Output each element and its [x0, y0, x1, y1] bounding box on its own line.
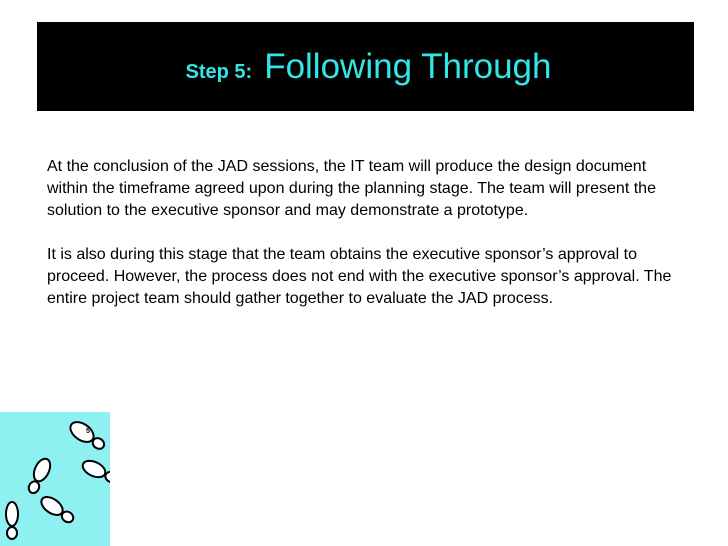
slide-title — [186, 47, 552, 87]
slide-heading: Following Through — [264, 46, 552, 86]
paragraph-conclusion: At the conclusion of the JAD sessions, the IT team will produce the design document within the timeframe agreed upon during the planning stage. The team will present the solution to the executive sponsor and may demonstrate a prototype. — [47, 158, 656, 219]
footprints-icon — [0, 412, 110, 546]
step-label: Step 5: — [185, 60, 253, 83]
footprint-step-number: 5 — [86, 428, 90, 435]
slide-body — [47, 156, 687, 332]
title-bar — [37, 22, 694, 111]
footprints-clipart — [0, 412, 110, 546]
paragraph-approval: It is also during this stage that the team obtains the executive sponsor’s approval to proceed. However, the process does not end with the executive sponsor’s approval. The entire project team should gather together to evaluate the JAD process. — [47, 246, 672, 307]
